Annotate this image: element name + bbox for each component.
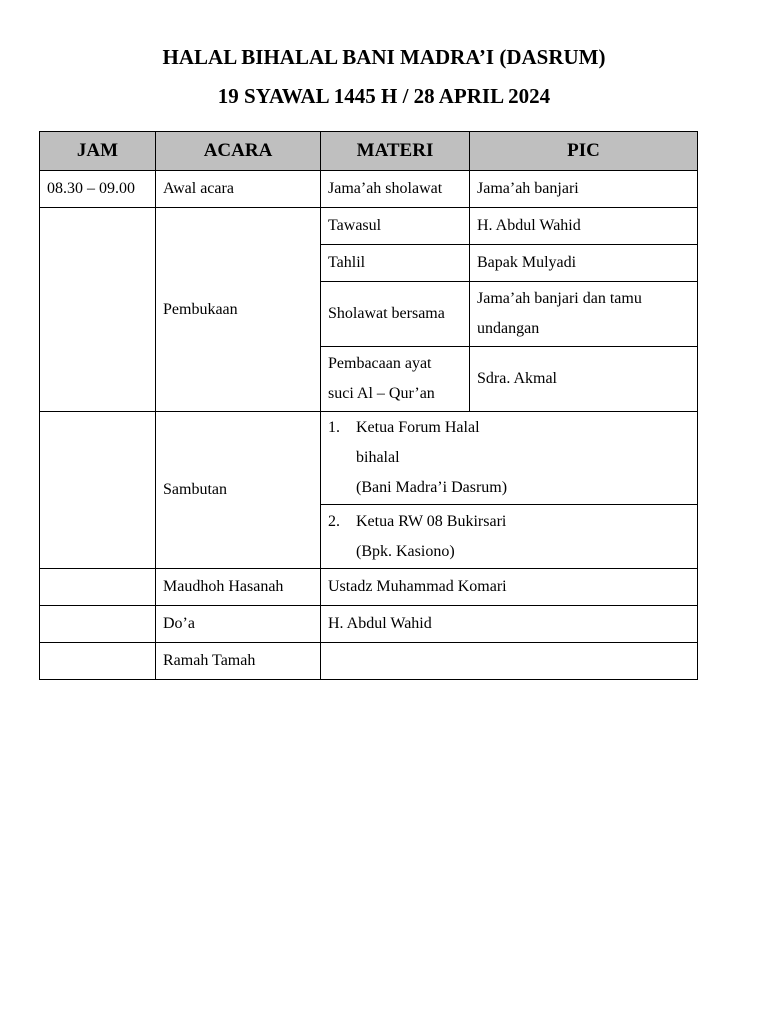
cell-materi: Jama’ah sholawat: [321, 171, 470, 208]
table-row: [40, 208, 698, 245]
cell-acara: Ramah Tamah: [156, 643, 321, 680]
numbered-list-item: [328, 413, 690, 503]
cell-materi-line: suci Al – Qur’an: [328, 385, 435, 402]
cell-sambutan-speaker: [321, 505, 698, 569]
cell-acara: Sambutan: [156, 412, 321, 569]
cell-jam-empty: [40, 643, 156, 680]
cell-pic: Bapak Mulyadi: [470, 245, 698, 282]
table-row: [40, 643, 698, 680]
table-header-row: [40, 132, 698, 171]
cell-pic: Ustadz Muhammad Komari: [321, 569, 698, 606]
document-subtitle-date: 19 SYAWAL 1445 H / 28 APRIL 2024: [217, 84, 551, 108]
document-title: HALAL BIHALAL BANI MADRA’I (DASRUM): [162, 45, 606, 69]
header-jam: JAM: [40, 132, 156, 171]
list-item-line: Ketua RW 08 Bukirsari: [356, 512, 507, 530]
header-pic: PIC: [470, 132, 698, 171]
cell-jam-empty: [40, 569, 156, 606]
cell-pic-empty: [321, 643, 698, 680]
cell-jam: 08.30 – 09.00: [40, 171, 156, 208]
table-row: [40, 171, 698, 208]
cell-jam-empty: [40, 208, 156, 412]
cell-acara: Pembukaan: [156, 208, 321, 412]
list-item-line: Ketua Forum Halal: [356, 419, 480, 436]
cell-materi: Tawasul: [321, 208, 470, 245]
cell-acara: Do’a: [156, 606, 321, 643]
cell-pic: H. Abdul Wahid: [470, 208, 698, 245]
cell-materi: [321, 347, 470, 412]
cell-pic: Sdra. Akmal: [470, 347, 698, 412]
cell-pic-line: undangan: [477, 320, 540, 337]
numbered-list-item: [328, 507, 690, 567]
cell-acara: Awal acara: [156, 171, 321, 208]
cell-jam-empty: [40, 412, 156, 569]
cell-acara: Maudhoh Hasanah: [156, 569, 321, 606]
list-item-line: bihalal: [356, 449, 400, 466]
cell-materi-line: Pembacaan ayat: [328, 355, 432, 372]
list-number: 2.: [328, 512, 340, 530]
cell-sambutan-speaker: [321, 412, 698, 505]
list-item-line: (Bpk. Kasiono): [356, 542, 455, 560]
cell-pic-line: Jama’ah banjari dan tamu: [477, 290, 642, 307]
list-number: 1.: [328, 419, 340, 436]
header-materi: MATERI: [321, 132, 470, 171]
table-row: [40, 412, 698, 505]
cell-materi: Tahlil: [321, 245, 470, 282]
cell-pic: Jama’ah banjari: [470, 171, 698, 208]
table-row: [40, 569, 698, 606]
list-item-line: (Bani Madra’i Dasrum): [356, 479, 508, 496]
agenda-table: [39, 131, 698, 680]
cell-jam-empty: [40, 606, 156, 643]
cell-pic: H. Abdul Wahid: [321, 606, 698, 643]
cell-pic: [470, 282, 698, 347]
header-acara: ACARA: [156, 132, 321, 171]
cell-materi: Sholawat bersama: [321, 282, 470, 347]
table-row: [40, 606, 698, 643]
